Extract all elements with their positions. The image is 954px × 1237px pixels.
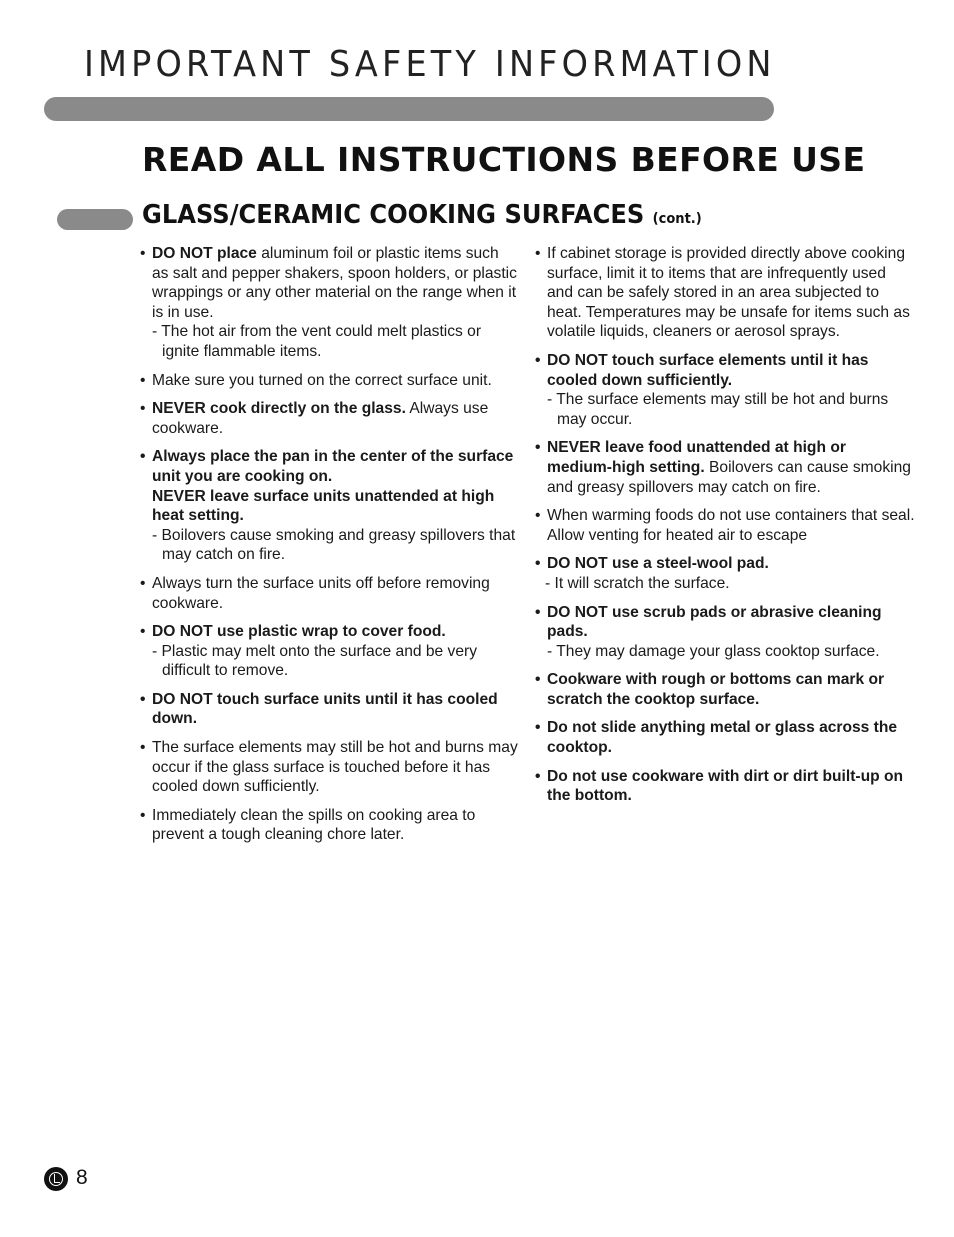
list-item [140,244,518,362]
list-item [140,806,518,845]
section-heading [142,200,702,230]
item-sub: - They may damage your glass cooktop surface. [547,642,880,660]
item-bold: Always place the pan in the center of the surface unit you are cooking on. [152,448,514,485]
list-item [535,438,915,497]
item-text: Immediately clean the spills on cooking area to prevent a tough cleaning chore later. [152,806,476,844]
item-bold: NEVER leave food unattended at high or medium-high setting. [547,439,846,476]
list-item [140,690,518,729]
header-bar [44,97,774,121]
list-item [535,554,915,593]
bullet-icon: • [535,767,541,785]
item-text: If cabinet storage is provided directly above cooking surface, limit it to items that are infrequently used and can be safely stored in an area subjected to heat. Temperatures may be unsafe for items such as volatile liquids, cleaners or aerosol sprays. [547,245,910,341]
bullet-icon: • [535,555,541,573]
section-title: GLASS/CERAMIC COOKING SURFACES [142,200,645,230]
lg-logo-icon [44,1167,68,1191]
item-text: Always turn the surface units off before removing cookware. [152,574,490,612]
item-bold: Do not slide anything metal or glass across the cooktop. [547,719,898,757]
bullet-icon: • [140,690,146,708]
list-item [140,447,518,565]
list-item [140,371,518,391]
bullet-icon: • [535,245,541,262]
bullet-icon: • [140,806,146,824]
bullet-icon: • [535,439,541,457]
item-bold: DO NOT use plastic wrap to cover food. [152,623,446,641]
item-sub: - It will scratch the surface. [545,574,730,592]
list-item [535,506,915,545]
item-bold: Do not use cookware with dirt or dirt built-up on the bottom. [547,767,904,805]
list-item [140,574,518,613]
list-item [535,670,915,709]
bullet-icon: • [140,245,146,262]
item-text: aluminum foil or plastic items such as salt and pepper shakers, spoon holders, or plastic wrappings or any other material on the range when it is in use. [152,245,517,321]
item-bold: DO NOT use scrub pads or abrasive cleaning pads. [547,603,882,641]
item-text: The surface elements may still be hot and burns may occur if the glass surface is touched before it has cooled down sufficiently. [152,739,518,796]
bullet-icon: • [535,603,541,621]
list-item [535,351,915,429]
header-title: IMPORTANT SAFETY INFORMATION [84,44,776,85]
bullet-icon: • [140,448,146,466]
item-text: Always use cookware. [152,400,489,437]
item-bold-secondary: NEVER leave surface units unattended at high heat setting. [152,487,495,525]
item-sub: - The hot air from the vent could melt plastics or ignite flammable items. [152,323,482,360]
bullet-icon: • [535,507,541,525]
item-sub: - Boilovers cause smoking and greasy spillovers that may catch on fire. [152,526,516,564]
item-sub: - The surface elements may still be hot and burns may occur. [547,391,889,428]
list-item [535,767,915,806]
item-text: Boilovers can cause smoking and greasy spillovers may catch on fire. [547,458,911,496]
item-text: When warming foods do not use containers that seal. Allow venting for heated air to escape [547,507,915,544]
list-item [535,603,915,662]
main-heading: READ ALL INSTRUCTIONS BEFORE USE [142,140,866,179]
bullet-icon: • [140,400,146,418]
item-bold: NEVER cook directly on the glass. [152,400,406,418]
list-item [140,399,518,438]
list-item [535,244,915,342]
item-bold: Cookware with rough or bottoms can mark or scratch the cooktop surface. [547,671,885,708]
section-pill-marker [57,209,133,230]
bullet-icon: • [140,739,146,757]
bullet-icon: • [535,351,541,369]
item-bold: DO NOT touch surface elements until it has cooled down sufficiently. [547,351,869,389]
list-item [140,738,518,797]
item-bold: DO NOT place [152,245,257,262]
item-bold: DO NOT touch surface units until it has cooled down. [152,690,498,728]
item-text: Make sure you turned on the correct surface unit. [152,371,492,389]
left-column [140,244,518,854]
list-item [535,718,915,757]
bullet-icon: • [140,623,146,641]
list-item [140,622,518,681]
section-suffix: (cont.) [652,211,702,227]
right-column [535,244,915,815]
item-bold: DO NOT use a steel-wool pad. [547,555,769,573]
bullet-icon: • [140,371,146,389]
page-number: 8 [76,1166,88,1189]
bullet-icon: • [535,671,541,689]
bullet-icon: • [535,719,541,737]
item-sub: - Plastic may melt onto the surface and be very difficult to remove. [152,642,478,680]
bullet-icon: • [140,574,146,592]
